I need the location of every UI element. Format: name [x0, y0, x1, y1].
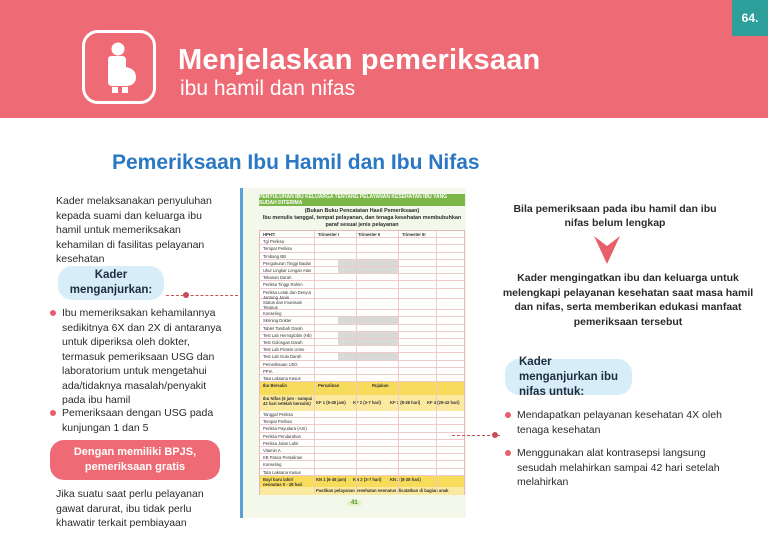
- bersalin-label: Ibu Bersalin: [263, 383, 287, 389]
- intro-text: Kader melaksanakan penyuluhan kepada suami dan keluarga ibu hamil untuk memeriksakan kehamilan di fasilitas pelayanan kesehatan: [56, 195, 212, 265]
- list-item-text: Ibu memeriksakan kehamilannya sedikitnya 6X dan 2X di antaranya untuk diperiksa oleh dokter, termasuk pemeriksaan USG dan laboratorium untuk mengetahui ada/tidaknya masalah/penyakit pada ibu hamil: [62, 307, 222, 406]
- booklet-row: [260, 310, 464, 317]
- incomplete-heading: Bila pemeriksaan pada ibu hamil dan ibu nifas belum lengkap: [513, 203, 717, 229]
- booklet-row: [260, 281, 464, 288]
- booklet-row: [260, 325, 464, 332]
- booklet-row: [260, 346, 464, 353]
- row-label: Konseling: [263, 462, 282, 468]
- header-banner: [0, 0, 768, 118]
- row-label: KB Pasca Persalinan: [263, 455, 303, 461]
- emergency-note: Jika suatu saat perlu pelayanan gawat darurat, ibu tidak perlu khawatir terkait pembiayaan: [56, 488, 204, 529]
- booklet-subheader-1: (Bukan Buku Pencatatan Hasil Pemeriksaan): [304, 208, 420, 214]
- row-label: Periksa Jalan Lahir: [263, 440, 299, 446]
- bayi-label: KN 1 (6-48 jam): [316, 476, 347, 482]
- booklet-page-ref: 41: [347, 500, 362, 506]
- booklet-nifas-row: [260, 454, 464, 461]
- booklet-subheader: [259, 208, 465, 229]
- booklet-nifas-row: [260, 461, 464, 468]
- row-label: Ukur Lingkar Lengan Atas: [263, 268, 312, 273]
- booklet-row: [260, 260, 464, 267]
- row-label: Tgl Periksa: [263, 239, 284, 245]
- row-label: Periksa Letak dan Denyut Jantung Janin: [263, 289, 311, 300]
- shaded-cell: [338, 267, 398, 273]
- booklet-nifas-row: [260, 469, 464, 476]
- row-label: Skrining Dokter: [263, 318, 292, 324]
- list-item-text: Mendapatkan pelayanan kesehatan 4X oleh tenaga kesehatan: [517, 409, 722, 436]
- bayi-label: Bayi baru lahir/ neonatus 0 - 28 hari: [263, 476, 303, 487]
- booklet-header: PENYULUHAN IBU KELUARGA TENTANG PELAYANAN KESEHATAN IBU YANG SUDAH DITERIMA: [259, 194, 465, 206]
- bpjs-free-pill: Dengan memiliki BPJS, pemeriksaan gratis: [50, 440, 220, 480]
- bullet-dot-icon: [505, 450, 511, 456]
- booklet-row: [260, 245, 464, 252]
- list-item-text: Pemeriksaan dengan USG pada kunjungan 1 dan 5: [62, 407, 214, 434]
- booklet-nifas-row: [260, 418, 464, 425]
- row-label: Test Lab Gula Darah: [263, 354, 302, 360]
- footer-note-text: Pastikan pelayanan kesehatan neonatus dicatatkan di bagian anak: [316, 488, 449, 494]
- bullet-dot-icon: [505, 412, 511, 418]
- row-label: Test Lab Hemoglobin (Hb): [263, 332, 312, 338]
- booklet-nifas-header: [260, 395, 464, 411]
- nifas-column-label: KF 1 (6-48 jam): [316, 400, 346, 406]
- booklet-row: [260, 375, 464, 382]
- header-subtitle: ibu hamil dan nifas: [180, 77, 356, 100]
- row-label: Pemeriksaan USG: [263, 361, 298, 367]
- booklet-row: [260, 339, 464, 346]
- connector-line: [166, 295, 238, 296]
- list-item: [505, 408, 735, 437]
- shaded-cell: [338, 260, 398, 266]
- booklet-row: [260, 332, 464, 339]
- incomplete-body: Kader mengingatkan ibu dan keluarga untuk melengkapi pelayanan kesehatan saat masa hamil dan nifas, serta memberikan edukasi manfaat pemeriksaan tersebut: [502, 272, 754, 328]
- kia-booklet-page: [240, 188, 466, 518]
- booklet-footer-note: [260, 487, 464, 494]
- list-item: [505, 446, 735, 490]
- nifas-column-label: KF 4 (29-42 hari): [427, 400, 460, 406]
- row-label: PPIA: [263, 368, 273, 374]
- row-label: Tempat Periksa: [263, 246, 292, 252]
- booklet-nifas-row: [260, 433, 464, 440]
- column-label: Trimester III: [402, 232, 426, 237]
- column-label: Trimester II: [358, 232, 381, 237]
- shaded-cell: [338, 317, 398, 323]
- row-label: Vitamin A: [263, 448, 281, 453]
- booklet-row: [260, 368, 464, 375]
- bersalin-label: Persalinan: [318, 383, 340, 389]
- list-item-text: Menggunakan alat kontrasepsi langsung sesudah melahirkan sampai 42 hari setelah melahirkan: [517, 447, 720, 488]
- booklet-subheader-2: Ibu menulis tanggal, tempat pelayanan, dan tenaga kesehatan membubuhkan paraf sesuai jenis pelayanan: [262, 215, 462, 228]
- bersalin-label: Rujukan: [372, 383, 389, 389]
- row-label: Tata Laksana Kasus: [263, 376, 301, 381]
- list-item: [50, 306, 230, 408]
- booklet-bayi-row: [260, 476, 464, 488]
- bullet-dot-icon: [50, 410, 56, 416]
- row-label: Test Lab Protein Urine: [263, 347, 305, 353]
- booklet-nifas-row: [260, 447, 464, 454]
- nifas-column-label: KF 3 (8-28 hari): [390, 400, 421, 406]
- row-label: Tata Laksana Kasus: [263, 469, 301, 475]
- booklet-nifas-row: [260, 440, 464, 447]
- booklet-row: [260, 299, 464, 310]
- row-label: Pengukuran Tinggi Badan: [263, 260, 312, 266]
- nifas-header-label: Ibu Nifas (6 jam - sampai 42 hari setelah bersalin): [263, 396, 313, 407]
- row-label: Test Golongan Darah: [263, 340, 303, 345]
- booklet-row: [260, 238, 464, 245]
- booklet-nifas-row: [260, 425, 464, 432]
- list-item: [50, 406, 230, 435]
- kader-advice-pill: Kader menganjurkan:: [58, 266, 164, 300]
- grid-line: [398, 231, 399, 494]
- row-label: Tablet Tambah Darah: [263, 325, 303, 331]
- booklet-nifas-row: [260, 411, 464, 418]
- down-arrow-icon: [592, 232, 622, 271]
- booklet-row: [260, 353, 464, 360]
- booklet-table: [259, 230, 465, 495]
- row-label: Tekanan Darah: [263, 275, 292, 281]
- shaded-cell: [338, 339, 398, 345]
- connector-dot: [183, 292, 189, 298]
- nifas-column-label: KF 2 (3-7 hari): [353, 400, 381, 406]
- grid-line: [356, 231, 357, 494]
- row-label: Periksa Payudara (ASI): [263, 426, 307, 432]
- booklet-row: [260, 253, 464, 260]
- booklet-row: [260, 289, 464, 300]
- booklet-bersalin-row: [260, 382, 464, 395]
- row-label: Timbang BB: [263, 253, 286, 259]
- booklet-row: [260, 361, 464, 368]
- shaded-cell: [338, 332, 398, 338]
- nifas-advice-pill: Kader menganjurkan ibu nifas untuk:: [505, 359, 632, 395]
- grid-line: [314, 231, 315, 494]
- booklet-column-header: [260, 231, 464, 238]
- column-label: HPHT:: [263, 232, 276, 237]
- row-label: Status dan Imunisasi Tetanus: [263, 300, 302, 311]
- row-label: Tanggal Periksa: [263, 412, 293, 417]
- column-label: Trimester I: [318, 232, 340, 237]
- section-title: Pemeriksaan Ibu Hamil dan Ibu Nifas: [112, 151, 480, 174]
- header-title: Menjelaskan pemeriksaan: [178, 44, 541, 76]
- bayi-label: KN 3 (8-28 hari): [390, 476, 421, 482]
- shaded-cell: [338, 353, 398, 359]
- booklet-row: [260, 317, 464, 324]
- connector-dot: [492, 432, 498, 438]
- bullet-dot-icon: [50, 310, 56, 316]
- page-number: 64.: [732, 0, 768, 36]
- bayi-label: KN 2 (3-7 hari): [353, 476, 382, 482]
- row-label: Periksa Pendarahan: [263, 433, 301, 439]
- booklet-row: [260, 267, 464, 274]
- booklet-row: [260, 274, 464, 281]
- row-label: Periksa Tinggi Rahim: [263, 282, 303, 288]
- pregnant-woman-icon: [82, 30, 156, 104]
- row-label: Konseling: [263, 311, 282, 317]
- row-label: Tempat Periksa: [263, 419, 292, 425]
- grid-line: [436, 231, 437, 494]
